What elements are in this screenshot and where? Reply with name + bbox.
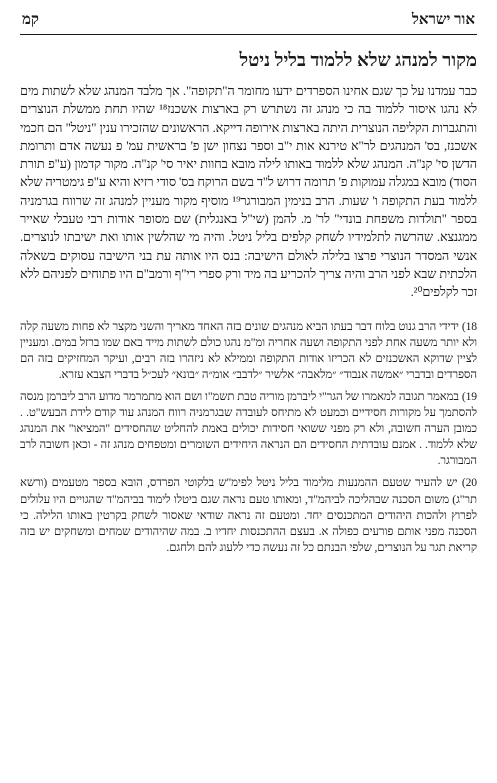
running-header	[20, 12, 477, 35]
main-text	[20, 82, 477, 302]
body-paragraph: כבר עמדנו על כך שגם אחינו הספרדים ידעו מחומר ה"תקופה". אך מלבד המנהג שלא לשתות מים לא נהגו איסור ללמוד בה כי מנהג זה נשתרש רק בארצות אשכנז¹⁸ שהיו תחת ממשלת הנוצרים והתגברות הקליפה הנוצרית היתה בארצות אירופה דייקא. הראשונים שהזכירו ענין "ניטל" הם חכמי אשכנז, בס' המנהגים לר"א טירנא אות י"ב וספר נצחון ישן פ' בראשית עמ' פ נעשה אדם ותרומת הדשן סי' קנ"ה. המנהג שלא ללמוד באותו לילה מובא בחוות יאיר סי' קנ"ה. מקור קדמון (ע"פ תורת הסוד) מובא במגלה עמוקות פ' תרומה דרוש ל"ד בשם הרוקח בס' סודי רזיא והיא ע"פ גימטריה שלא ללמוד בעת התקופה ו' שעות. הרב בנימין המבורגר¹⁹ מוסיף מקור מעניין למנהג זה שרווח בגרמניה בספר "תולדות משפחת בונדי" לר' מ. להמן (שי"ל באנגלית) שם מסופר אודות רבי טעבלי שאייר ממגנצא. שהרשה לתלמידיו לשחק קלפים בליל ניטל. והיה מי שהלשין אותו ואת ישיבתו לנוצרים. אנשי המסדר הנוצרי פרצו בלילה לאולם הישיבה: בנס היו אותה עת בני הישיבה עסוקים בשאלה הלכתית שבא לפני הרב והיה צריך להכריע בה מיד ורק ספרי רי"ף ורמב"ם היו פתוחים לפניהם ללא זכר לקלפים²⁰.	[20, 84, 477, 300]
footnote-19: 19) במאמר תגובה למאמרו של הגר"י ליברמן מוריה טבת תשמ"ו ושם הוא מתמרמר מדוע הרב ליברמן מנסה להסתמך על מקורות חסידיים וכמעט לא מתיחס לעובדה שבגרמניה רווח המנהג עוד קודם לידת הבעש"ט. . כמובן הערה חשובה, ולא רק מפני ששואי חסידות יכולים באמת להחליט שהחסידים "המציאו" את המנהג שלא ללמוד. . אמנם עובדתית החסידים הם הנראה היחידים השומרים ומטפחים מנהג זה - וכאן חשובה לרב המבורגר.	[20, 389, 477, 468]
footnote-20: 20) יש להעיר שטעם ההמנעות מלימוד בליל ניטל לפימ"ש בלקוטי הפרדס, הובא בספר מטעמים (ורשא תר"ג) משום הסכנה שבהליכה לביהמ"ד, ומאותו טעם נראה שגם ביטלו לימוד בביהמ"ד שהגויים היו עלולים לפרוץ ולהכות היהודים המתכנסים יחד. ומטעם זה נראה שודאי שאסור לשחק בקרטין באותו הלילה. כי הסכנה מפני אותם פורעים כפולה א. בעצם ההתכנסות יחדיו ב. במה שהיהודים שמחים ומשחקים יש בזה קריאת תגר על הנוצרים, שלפי הבנתם כל זה נעשה כדי ללעוג להם ולחגם.	[20, 476, 477, 554]
page-number: קמ	[22, 12, 39, 28]
book-title: אור ישראל	[411, 12, 475, 28]
section-title: מקור למנהג שלא ללמוד בליל ניטל	[239, 51, 477, 71]
footnote-18: 18) ידידי הרב גנוט בלוח דבר בעתו הביא מנהגים שונים בזה האחד מאריך והשני מקצר לא פחות משעה קלה ולא יותר משעה אחת לפני התקופה ושעה אחריה ומ"מ נהגו כולם לשתות מייד באם שמו ברזל במים. ומעניין לציין שדוקא האשכנזים לא הכריזו אודות התקופה וממילא לא ניזהרו בזה רבים, ועיקר המחזיקים בזה הם הספרדים ובדברי ״אמשה אנבוד״ ״מלאבה״ אלשיר ״לדבב״ אומ״ה ״בונא״ לעכ״ל בדברי הצבא עזרא.	[20, 319, 477, 381]
footnotes	[20, 319, 477, 556]
